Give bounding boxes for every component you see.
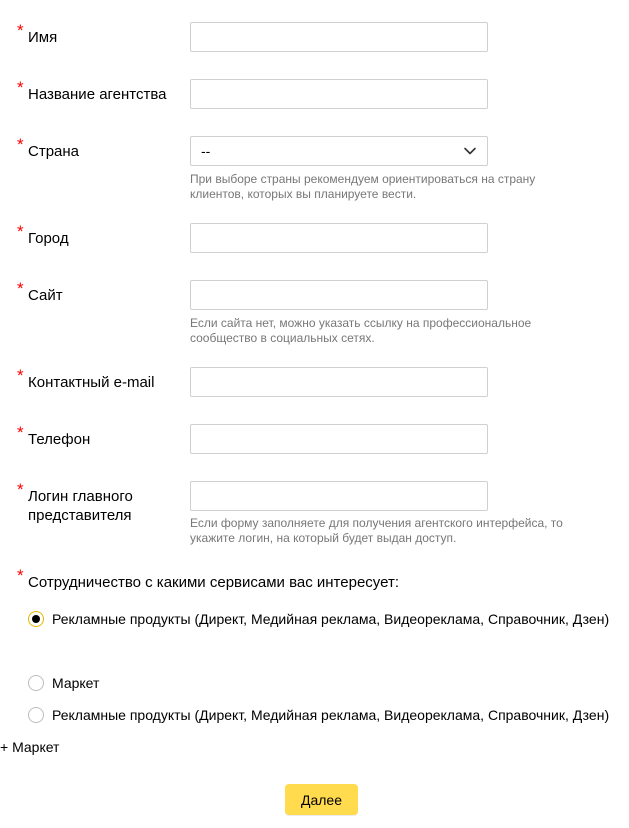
required-marker: *	[17, 423, 24, 442]
country-select[interactable]	[190, 136, 488, 166]
required-marker: *	[17, 135, 24, 154]
cooperation-option-ads[interactable]	[28, 603, 618, 635]
agency-label: Название агентства	[28, 86, 167, 103]
country-hint: При выборе страны рекомендуем ориентироваться на страну клиентов, которых вы планируете вести.	[190, 172, 536, 201]
agency-input[interactable]	[190, 79, 488, 109]
login-input[interactable]	[190, 481, 488, 511]
cooperation-option-market[interactable]	[28, 667, 618, 699]
required-marker: *	[17, 366, 24, 385]
name-input[interactable]	[190, 22, 488, 52]
required-marker: *	[17, 566, 24, 585]
phone-input[interactable]	[190, 424, 488, 454]
country-label: Страна	[28, 143, 80, 160]
radio-unchecked-icon[interactable]	[28, 707, 44, 723]
site-input[interactable]	[190, 280, 488, 310]
option-label: Маркет	[52, 675, 100, 691]
email-label: Контактный e-mail	[28, 374, 155, 391]
chevron-down-icon	[463, 144, 477, 158]
site-hint: Если сайта нет, можно указать ссылку на профессиональное сообщество в социальных сетях.	[190, 316, 532, 345]
email-input[interactable]	[190, 367, 488, 397]
option-label: Рекламные продукты (Директ, Медийная реклама, Видеореклама, Справочник, Дзен)	[52, 611, 610, 627]
next-button[interactable]: Далее	[285, 784, 358, 815]
cooperation-question: Сотрудничество с какими сервисами вас интересует:	[28, 574, 399, 591]
login-label: Логин главного представителя	[28, 488, 133, 524]
city-input[interactable]	[190, 223, 488, 253]
city-label: Город	[28, 230, 69, 247]
required-marker: *	[17, 279, 24, 298]
required-marker: *	[17, 21, 24, 40]
required-marker: *	[17, 78, 24, 97]
site-label: Сайт	[28, 287, 63, 304]
phone-label: Телефон	[28, 431, 91, 448]
required-marker: *	[17, 222, 24, 241]
cooperation-option-ads-market[interactable]	[0, 699, 618, 763]
login-hint: Если форму заполняете для получения агентского интерфейса, то укажите логин, на который будет выдан доступ.	[190, 516, 563, 545]
required-marker: *	[17, 480, 24, 499]
country-selected-value: --	[201, 143, 211, 159]
option-label: Рекламные продукты (Директ, Медийная реклама, Видеореклама, Справочник, Дзен) + Маркет	[0, 707, 610, 755]
radio-unchecked-icon[interactable]	[28, 675, 44, 691]
radio-checked-icon[interactable]	[28, 611, 44, 627]
name-label: Имя	[28, 29, 58, 46]
